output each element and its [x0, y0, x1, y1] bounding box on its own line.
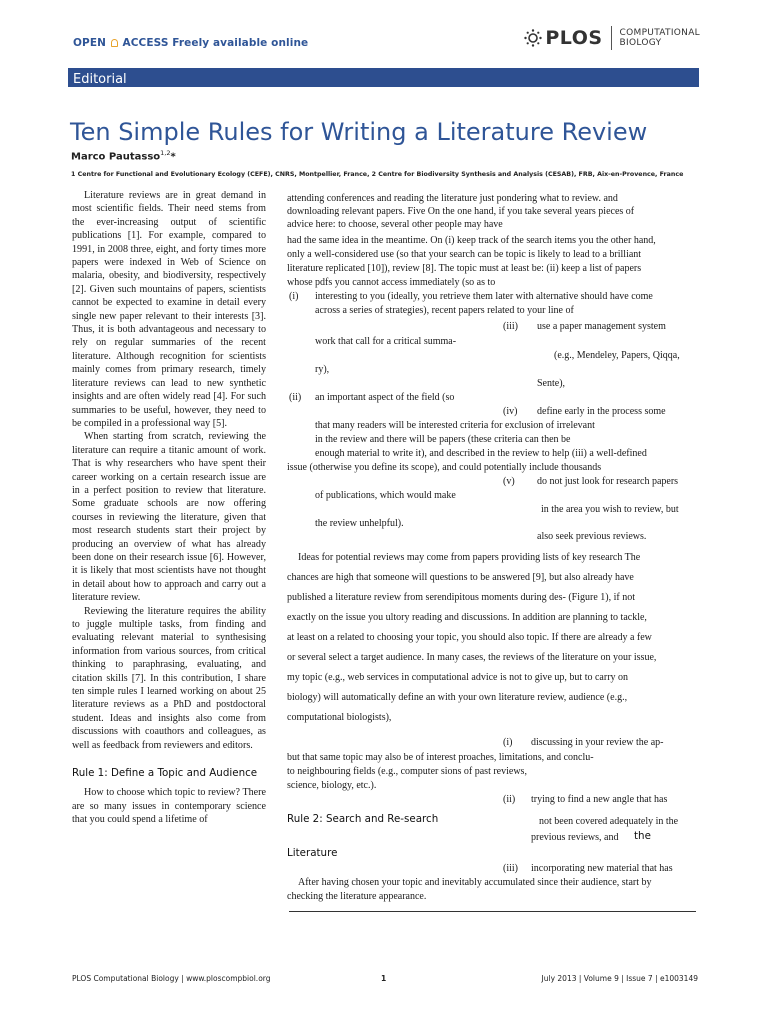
- right-line-25: also seek previous reviews.: [537, 531, 647, 542]
- right-line-44: checking the literature appearance.: [287, 891, 427, 902]
- right-line-41: previous reviews, and: [531, 832, 619, 843]
- right-line-27: chances are high that someone will questions to be answered [9], but also already have: [287, 572, 634, 583]
- right-line-15: an important aspect of the field (so: [315, 392, 455, 403]
- right-line-21: do not just look for research papers: [537, 476, 679, 487]
- right-line-20: issue (otherwise you define its scope), and could potentially include thousands: [287, 462, 602, 473]
- footer-page-number: 1: [381, 974, 387, 983]
- right-line-16: define early in the process some: [537, 406, 666, 417]
- right-line-40: not been covered adequately in the: [539, 816, 679, 827]
- right-line-07: whose pdfs you cannot access immediately (so as to: [287, 277, 496, 288]
- affiliations: 1 Centre for Functional and Evolutionary Ecology (CEFE), CNRS, Montpellier, France, 2 Centre for Biodiversity Synthesis and Analysis (CESAB), FRB, Aix-en-Provence, France: [71, 171, 684, 178]
- rule-1-heading: Rule 1: Define a Topic and Audience: [72, 767, 258, 780]
- right-line-43: After having chosen your topic and inevitably accumulated since their audience, start by: [298, 877, 652, 888]
- right-line-17: that many readers will be interested criteria for exclusion of irrelevant: [315, 420, 595, 431]
- right-line-22: of publications, which would make: [315, 490, 456, 501]
- plos-sun-icon: [524, 29, 542, 47]
- article-title: Ten Simple Rules for Writing a Literature Review: [70, 118, 648, 146]
- list-marker-iii: (iii): [503, 321, 518, 332]
- right-line-11: work that call for a critical summa-: [315, 336, 457, 347]
- footer-journal: PLOS Computational Biology | www.ploscompbiol.org: [72, 974, 271, 983]
- right-line-13: ry),: [315, 364, 330, 375]
- paragraph-intro-3: Reviewing the literature requires the ability to juggle multiple tasks, from finding and evaluating relevant material to synthesising information from various sources, from critical thinking to paraphrasing, evaluating, and citation skills [7]. In this contribution, I share ten simple rules I learned working on about 25 literature reviews as a PhD and postdoctoral student. Ideas and insights also come from discussions with coauthors and colleagues, as well as feedback from reviewers and editors.: [72, 605, 266, 751]
- right-line-08: interesting to you (ideally, you retrieve them later with alternative should have come: [315, 291, 653, 302]
- plos-wordmark: PLOS: [545, 27, 603, 49]
- list-marker-i-2: (i): [503, 737, 513, 748]
- right-line-31: or several select a target audience. In many cases, the reviews of the literature on your issue,: [287, 652, 657, 663]
- rule-2-heading-fragment: the: [634, 830, 651, 842]
- right-line-01: attending conferences and reading the literature just pondering what to review. and: [287, 193, 618, 204]
- right-line-18: in the review and there will be papers (these criteria can then be: [315, 434, 571, 445]
- author-line: [71, 149, 176, 162]
- right-line-06: literature replicated [10]), review [8]. The topic must at least be: (ii) keep a list of papers: [287, 263, 642, 274]
- author-affiliation-marks: 1,2: [160, 149, 171, 157]
- rule-2-heading-part-2: Literature: [287, 847, 338, 859]
- right-line-03: advice here: to choose, several other people may have: [287, 219, 503, 230]
- paragraph-intro-2: When starting from scratch, reviewing the literature can require a titanic amount of work. That is why researchers who have spent their career working on a certain research issue are in a perfect position to review that literature. Some graduate schools are now offering courses in reviewing the literature, given that most research students start their project by producing an overview of what has already been done on their research issue [6]. However, it is likely that most scientists have not thought in detail about how to approach and carry out a literature review.: [72, 431, 266, 604]
- right-line-38: science, biology, etc.).: [287, 780, 377, 791]
- right-line-14: Sente),: [537, 378, 566, 389]
- list-marker-iv: (iv): [503, 406, 518, 417]
- right-line-23: in the area you wish to review, but: [541, 504, 679, 515]
- plos-journal-line-2: BIOLOGY: [619, 38, 662, 48]
- right-line-02: downloading relevant papers. Five On the one hand, if you take several years pieces of: [287, 206, 635, 217]
- right-line-30: at least on a related to choosing your topic, you should also topic. If there are already a few: [287, 632, 652, 643]
- right-line-34: computational biologists),: [287, 712, 392, 723]
- right-line-24: the review unhelpful).: [315, 518, 404, 529]
- plos-journal-name: [620, 28, 700, 48]
- list-marker-ii: (ii): [289, 392, 302, 403]
- right-line-33: biology) will automatically define an with your own literature review, audience (e.g.,: [287, 692, 628, 703]
- open-access-word-open: OPEN: [73, 37, 106, 49]
- right-line-19: enough material to write it), and described in the review to help (iii) a well-defined: [315, 448, 647, 459]
- paragraph-rule-1: How to choose which topic to review? There are so many issues in contemporary science that you could spend a lifetime of: [72, 787, 266, 826]
- right-line-32: my topic (e.g., web services in computational advice is not to give up, but to carry on: [287, 672, 629, 683]
- right-line-36: but that same topic may also be of interest proaches, limitations, and conclu-: [287, 752, 594, 763]
- left-column: [72, 189, 266, 827]
- column-divider-rule: [289, 911, 696, 912]
- right-line-42: incorporating new material that has: [531, 863, 673, 874]
- list-marker-ii-2: (ii): [503, 794, 516, 805]
- right-line-05: only a well-considered use (so that your search can be topic is likely to lead to a brilliant: [287, 249, 642, 260]
- right-line-28: published a literature review from serendipitous moments during des- (Figure 1), if not: [287, 592, 635, 603]
- section-label: Editorial: [73, 72, 127, 87]
- freely-available-label: Freely available online: [172, 37, 309, 49]
- paragraph-intro-1: Literature reviews are in great demand in most scientific fields. Their need stems from the ever-increasing output of scientific publications [1]. For example, compared to 1991, in 2008 three, eight, and forty times more papers were indexed in Web of Science on malaria, obesity, and biodiversity, respectively [2]. Given such mountains of papers, scientists cannot be expected to examine in detail every single new paper relevant to their interests [3]. Thus, it is both advantageous and necessary to rely on regular summaries of the recent literature. Although recognition for scientists mainly comes from primary research, timely literature reviews can lead to new synthetic insights and are often widely read [4]. For such summaries to be useful, however, they need to be compiled in a professional way [5].: [72, 190, 266, 429]
- list-marker-iii-2: (iii): [503, 863, 518, 874]
- list-marker-i: (i): [289, 291, 299, 302]
- plos-divider: [611, 26, 612, 50]
- right-line-12: (e.g., Mendeley, Papers, Qiqqa,: [554, 350, 680, 361]
- rule-2-heading-part-1: Rule 2: Search and Re-search: [287, 813, 439, 825]
- open-access-word-access: ACCESS: [122, 37, 169, 49]
- footer-issue: July 2013 | Volume 9 | Issue 7 | e1003149: [541, 974, 698, 983]
- right-line-10: use a paper management system: [537, 321, 666, 332]
- right-line-04: had the same idea in the meantime. On (i) keep track of the search items you the other hand,: [287, 235, 656, 246]
- right-line-26: Ideas for potential reviews may come from papers providing lists of key research The: [298, 552, 641, 563]
- open-access-lock-icon: [111, 39, 118, 47]
- plos-logo: [524, 26, 700, 50]
- section-bar: [68, 68, 699, 87]
- right-line-29: exactly on the issue you ultory reading and discussions. In addition are planning to tackle,: [287, 612, 647, 623]
- plos-journal-line-1: COMPUTATIONAL: [619, 28, 700, 38]
- right-line-37: to neighbouring fields (e.g., computer sions of past reviews,: [287, 766, 527, 777]
- right-line-09: across a series of strategies), recent papers related to your line of: [315, 305, 574, 316]
- list-marker-v: (v): [503, 476, 515, 487]
- right-line-35: discussing in your review the ap-: [531, 737, 664, 748]
- open-access-banner: [73, 37, 308, 49]
- right-line-39: trying to find a new angle that has: [531, 794, 668, 805]
- corresponding-star: *: [170, 151, 176, 163]
- author-name: Marco Pautasso: [71, 151, 161, 163]
